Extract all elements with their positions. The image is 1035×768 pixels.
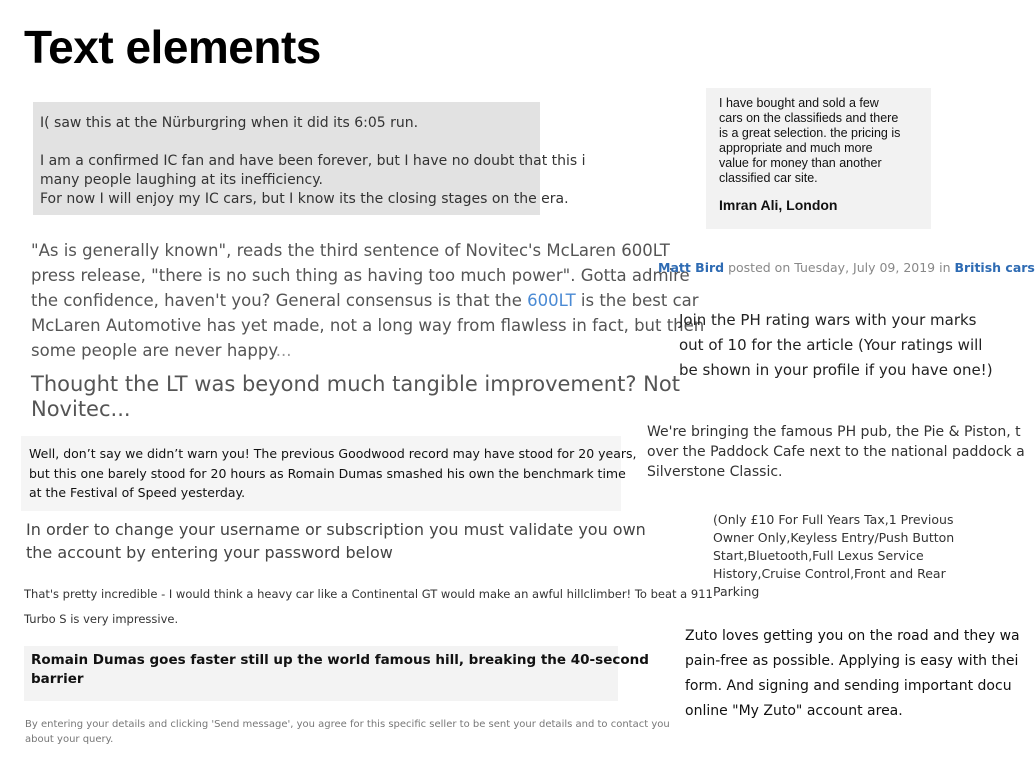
intro-line	[31, 288, 699, 313]
intro-line	[31, 338, 631, 363]
comment-line: I am a confirmed IC fan and have been forever, but I have no doubt that this i	[40, 153, 586, 169]
category-link[interactable]: British cars	[954, 260, 1035, 275]
page-title: Text elements	[24, 21, 321, 73]
summary-line: but this one barely stood for 20 hours as Romain Dumas smashed his own the benchmark time	[29, 465, 626, 481]
comment-line: many people laughing at its inefficiency.	[40, 172, 323, 188]
ratings-line: out of 10 for the article (Your ratings will	[679, 336, 983, 354]
classified-ad-details	[713, 511, 954, 601]
ad-line: Parking	[713, 584, 760, 599]
intro-line: press release, "there is no such thing as having too much power". Gotta admire	[31, 266, 690, 285]
ratings-line: be shown in your profile if you have one!)	[679, 361, 993, 379]
intro-text: some people are never happy	[31, 341, 276, 360]
ratings-line: Join the PH rating wars with your marks	[679, 311, 977, 329]
account-validation-notice	[26, 518, 646, 564]
send-message-disclaimer	[25, 717, 670, 747]
intro-line: McLaren Automotive has yet made, not a long way from flawless in fact, but then	[31, 316, 705, 335]
comment-line: For now I will enjoy my IC cars, but I know its the closing stages on the era.	[40, 191, 569, 207]
headline-line: Romain Dumas goes faster still up the world famous hill, breaking the 40-second	[31, 652, 649, 668]
byline-posted-text: posted on Tuesday, July 09, 2019 in	[724, 260, 955, 275]
disclaimer-line: By entering your details and clicking 'Send message', you agree for this specific seller to be sent your details and to contact you	[25, 719, 670, 730]
disclaimer-line: about your query.	[25, 734, 114, 745]
comment-line: I( saw this at the Nürburgring when it did its 6:05 run.	[40, 115, 419, 131]
ad-line: Start,Bluetooth,Full Lexus Service	[713, 548, 924, 563]
summary-line: at the Festival of Speed yesterday.	[29, 485, 246, 500]
pub-line: over the Paddock Cafe next to the national paddock a	[647, 444, 1025, 460]
article-standfirst	[31, 372, 680, 422]
news-summary-box	[21, 436, 637, 511]
testimonial-line: value for money than another	[719, 156, 882, 170]
600lt-link[interactable]: 600LT	[527, 291, 576, 310]
intro-text: is the best car	[575, 291, 699, 310]
zuto-line: pain-free as possible. Applying is easy with thei	[685, 653, 1019, 669]
testimonial-line: is a great selection. the pricing is	[719, 126, 901, 140]
summary-line: Well, don’t say we didn’t warn you! The previous Goodwood record may have stood for 20 years,	[29, 446, 637, 461]
testimonial-line: cars on the classifieds and there	[719, 111, 899, 125]
zuto-line: form. And signing and sending important docu	[685, 678, 1012, 694]
notice-line: the account by entering your password below	[26, 543, 393, 562]
ratings-prompt	[679, 308, 993, 383]
comment-line: That's pretty incredible - I would think a heavy car like a Continental GT would make an awful hillclimber! To beat a 911	[24, 587, 713, 601]
article-byline	[658, 259, 1035, 277]
read-more-ellipsis: ...	[275, 341, 292, 360]
ad-line: History,Cruise Control,Front and Rear	[713, 566, 946, 581]
testimonial-author: Imran Ali, London	[719, 197, 838, 213]
zuto-line: Zuto loves getting you on the road and they wa	[685, 628, 1020, 644]
pub-line: We're bringing the famous PH pub, the Pie & Piston, t	[647, 424, 1021, 440]
headline-line: barrier	[31, 671, 84, 687]
comment-line: Turbo S is very impressive.	[24, 612, 179, 626]
standfirst-line: Thought the LT was beyond much tangible improvement? Not	[31, 372, 680, 396]
testimonial-line: I have bought and sold a few	[719, 96, 879, 110]
comment-quote-box	[33, 102, 586, 215]
author-link[interactable]: Matt Bird	[658, 260, 725, 275]
zuto-finance-text	[685, 624, 1020, 724]
standfirst-line: Novitec...	[31, 397, 131, 421]
article-headline-box	[24, 646, 649, 701]
ad-line: Owner Only,Keyless Entry/Push Button	[713, 530, 955, 545]
intro-line: "As is generally known", reads the third sentence of Novitec's McLaren 600LT	[31, 241, 670, 260]
testimonial-line: classified car site.	[719, 171, 818, 185]
testimonial-box	[706, 88, 931, 229]
notice-line: In order to change your username or subscription you must validate you own	[26, 520, 646, 539]
user-comment	[24, 582, 713, 632]
testimonial-line: appropriate and much more	[719, 141, 873, 155]
zuto-line: online "My Zuto" account area.	[685, 703, 903, 719]
pub-event-notice	[647, 422, 1025, 482]
intro-text: the confidence, haven't you? General consensus is that the	[31, 291, 528, 310]
ad-line: (Only £10 For Full Years Tax,1 Previous	[713, 512, 954, 527]
pub-line: Silverstone Classic.	[647, 464, 783, 480]
